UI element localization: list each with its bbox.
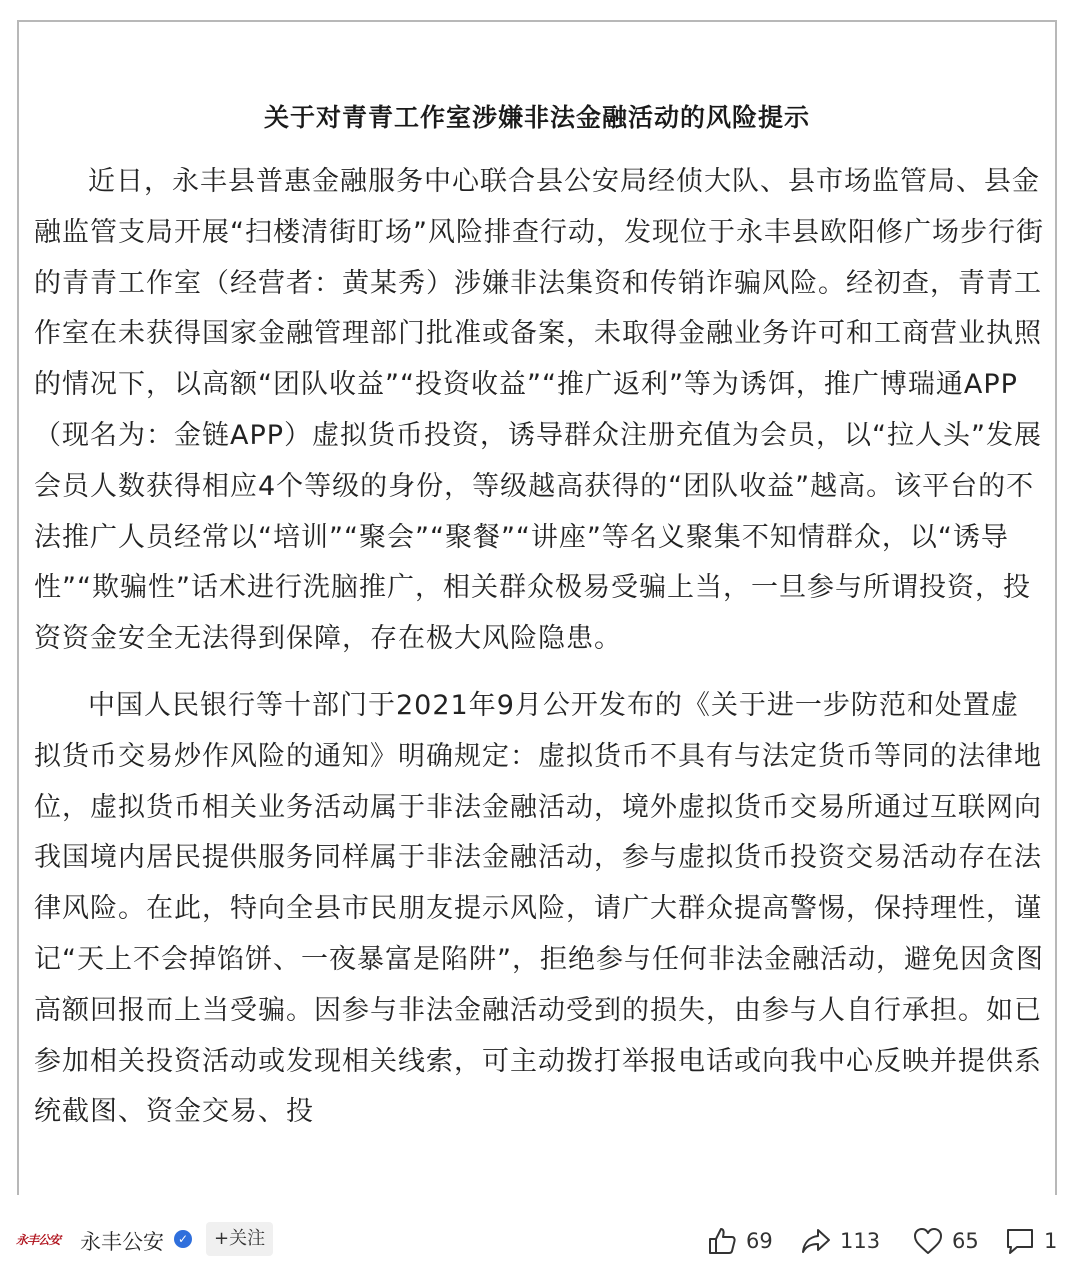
- like-button[interactable]: [706, 1225, 773, 1257]
- share-count: 113: [840, 1229, 881, 1253]
- paragraph-2: 中国人民银行等十部门于2021年9月公开发布的《关于进一步防范和处置虚拟货币交易炒作风险的通知》明确规定：虚拟货币不具有与法定货币等同的法律地位，虚拟货币相关业务活动属于非法金融活动，境外虚拟货币交易所通过互联网向我国境内居民提供服务同样属于非法金融活动，参与虚拟货币投资交易活动存在法律风险。在此，特向全县市民朋友提示风险，请广大群众提高警惕，保持理性，谨记“天上不会掉馅饼、一夜暴富是陷阱”，拒绝参与任何非法金融活动，避免因贪图高额回报而上当受骗。因参与非法金融活动受到的损失，由参与人自行承担。如已参加相关投资活动或发现相关线索，可主动拨打举报电话或向我中心反映并提供系统截图、资金交易、投: [34, 689, 1044, 1128]
- document-image: [17, 20, 1057, 1195]
- post-action-bar: [0, 1195, 1080, 1277]
- verified-badge-icon: ✓: [174, 1230, 192, 1248]
- comment-count: 1: [1044, 1229, 1058, 1253]
- heart-icon: [912, 1225, 944, 1257]
- thumbs-up-icon: [706, 1225, 738, 1257]
- author-name[interactable]: 永丰公安: [80, 1230, 164, 1254]
- account-logo[interactable]: 永丰公安: [16, 1233, 61, 1247]
- like-count: 69: [746, 1229, 773, 1253]
- comment-button[interactable]: [1004, 1225, 1057, 1257]
- share-icon: [800, 1225, 832, 1257]
- favorite-button[interactable]: [912, 1225, 979, 1257]
- follow-button[interactable]: +关注: [206, 1222, 273, 1256]
- paragraph-1: 近日，永丰县普惠金融服务中心联合县公安局经侦大队、县市场监管局、县金融监管支局开展“扫楼清街盯场”风险排查行动，发现位于永丰县欧阳修广场步行街的青青工作室（经营者：黄某秀）涉嫌非法集资和传销诈骗风险。经初查，青青工作室在未获得国家金融管理部门批准或备案，未取得金融业务许可和工商营业执照的情况下，以高额“团队收益”“投资收益”“推广返利”等为诱饵，推广博瑞通APP（现名为：金链APP）虚拟货币投资，诱导群众注册充值为会员，以“拉人头”发展会员人数获得相应4个等级的身份，等级越高获得的“团队收益”越高。该平台的不法推广人员经常以“培训”“聚会”“聚餐”“讲座”等名义聚集不知情群众，以“诱导性”“欺骗性”话术进行洗脑推广，相关群众极易受骗上当，一旦参与所谓投资，投资资金安全无法得到保障，存在极大风险隐患。: [34, 166, 1044, 655]
- document-body: [34, 157, 1044, 1138]
- share-button[interactable]: [800, 1225, 880, 1257]
- favorite-count: 65: [952, 1229, 979, 1253]
- document-title: 关于对青青工作室涉嫌非法金融活动的风险提示: [263, 103, 810, 132]
- comment-icon: [1004, 1225, 1036, 1257]
